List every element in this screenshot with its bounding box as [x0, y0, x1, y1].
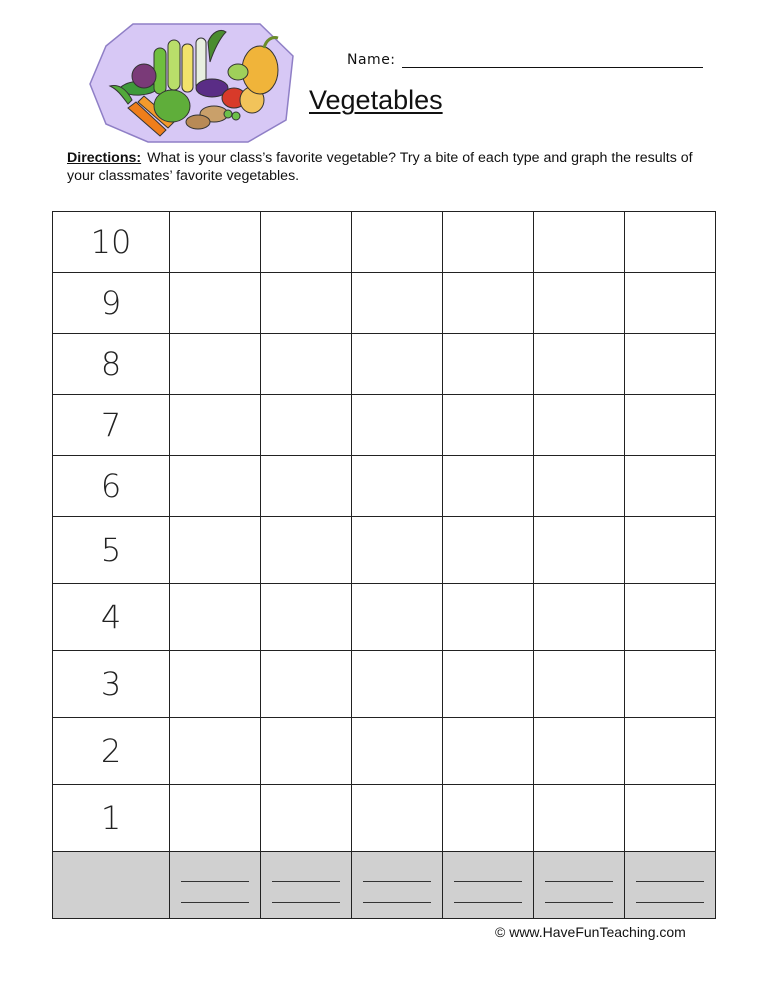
graph-row	[53, 212, 716, 273]
graph-cell[interactable]	[352, 273, 443, 334]
copyright: © www.HaveFunTeaching.com	[495, 924, 686, 940]
graph-cell[interactable]	[170, 456, 261, 517]
graph-cell[interactable]	[443, 456, 534, 517]
graph-cell[interactable]	[352, 212, 443, 273]
graph-cell[interactable]	[534, 651, 625, 718]
graph-cell[interactable]	[443, 718, 534, 785]
graph-cell[interactable]	[534, 395, 625, 456]
graph-cell[interactable]	[534, 785, 625, 852]
graph-cell[interactable]	[261, 456, 352, 517]
graph-cell[interactable]	[534, 212, 625, 273]
graph-cell[interactable]	[625, 212, 716, 273]
graph-cell[interactable]	[261, 584, 352, 651]
graph-cell[interactable]	[261, 517, 352, 584]
graph-cell[interactable]	[625, 584, 716, 651]
label-blank-line[interactable]	[363, 868, 431, 882]
vegetable-label-cell[interactable]	[352, 852, 443, 919]
axis-number-label: 1	[53, 785, 170, 852]
graph-row	[53, 584, 716, 651]
graph-cell[interactable]	[625, 395, 716, 456]
graph-row	[53, 273, 716, 334]
label-blank-line[interactable]	[454, 868, 522, 882]
directions-text: What is your class’s favorite vegetable? Try a bite of each type and graph the results of your classmates’ favorite vegetables.	[67, 150, 693, 184]
graph-cell[interactable]	[534, 334, 625, 395]
label-blank-line[interactable]	[181, 889, 249, 903]
name-field[interactable]	[347, 44, 703, 68]
graph-cell[interactable]	[625, 517, 716, 584]
graph-cell[interactable]	[443, 517, 534, 584]
graph-row	[53, 517, 716, 584]
graph-cell[interactable]	[625, 456, 716, 517]
vegetable-label-cell[interactable]	[443, 852, 534, 919]
graph-grid	[52, 211, 716, 919]
axis-number-label: 4	[53, 584, 170, 651]
graph-cell[interactable]	[443, 785, 534, 852]
graph-cell[interactable]	[170, 212, 261, 273]
graph-cell[interactable]	[352, 785, 443, 852]
graph-cell[interactable]	[443, 651, 534, 718]
label-blank-line[interactable]	[636, 868, 704, 882]
graph-cell[interactable]	[625, 785, 716, 852]
graph-row	[53, 718, 716, 785]
graph-cell[interactable]	[443, 334, 534, 395]
graph-cell[interactable]	[443, 212, 534, 273]
graph-cell[interactable]	[170, 334, 261, 395]
label-blank-line[interactable]	[272, 868, 340, 882]
graph-cell[interactable]	[534, 273, 625, 334]
label-blank-line[interactable]	[636, 889, 704, 903]
graph-cell[interactable]	[261, 395, 352, 456]
vegetable-label-cell[interactable]	[261, 852, 352, 919]
graph-cell[interactable]	[534, 718, 625, 785]
label-blank-line[interactable]	[545, 868, 613, 882]
label-blank-line[interactable]	[454, 889, 522, 903]
axis-number-label: 7	[53, 395, 170, 456]
name-label: Name:	[347, 52, 396, 68]
graph-cell[interactable]	[534, 517, 625, 584]
label-blank-line[interactable]	[545, 889, 613, 903]
graph-cell[interactable]	[170, 584, 261, 651]
axis-number-label: 6	[53, 456, 170, 517]
axis-number-label: 10	[53, 212, 170, 273]
graph-row	[53, 334, 716, 395]
axis-number-label: 8	[53, 334, 170, 395]
graph-cell[interactable]	[261, 785, 352, 852]
graph-cell[interactable]	[170, 517, 261, 584]
graph-cell[interactable]	[170, 651, 261, 718]
graph-cell[interactable]	[352, 395, 443, 456]
axis-number-label: 9	[53, 273, 170, 334]
graph-cell[interactable]	[443, 395, 534, 456]
axis-number-label: 3	[53, 651, 170, 718]
graph-cell[interactable]	[261, 334, 352, 395]
graph-cell[interactable]	[534, 584, 625, 651]
axis-number-label: 2	[53, 718, 170, 785]
vegetable-label-cell[interactable]	[170, 852, 261, 919]
axis-number-label: 5	[53, 517, 170, 584]
graph-cell[interactable]	[625, 718, 716, 785]
graph-cell[interactable]	[170, 785, 261, 852]
graph-cell[interactable]	[534, 456, 625, 517]
graph-cell[interactable]	[170, 718, 261, 785]
directions-label: Directions:	[67, 150, 142, 166]
vegetable-label-cell[interactable]	[534, 852, 625, 919]
vegetable-label-cell[interactable]	[625, 852, 716, 919]
graph-cell[interactable]	[625, 651, 716, 718]
graph-cell[interactable]	[625, 334, 716, 395]
graph-cell[interactable]	[170, 273, 261, 334]
graph-cell[interactable]	[352, 584, 443, 651]
graph-row	[53, 456, 716, 517]
graph-cell[interactable]	[625, 273, 716, 334]
graph-cell[interactable]	[352, 718, 443, 785]
graph-cell[interactable]	[352, 456, 443, 517]
graph-cell[interactable]	[352, 517, 443, 584]
page-title: Vegetables	[309, 85, 443, 115]
directions	[67, 150, 707, 185]
vegetable-basket-icon	[88, 18, 298, 146]
label-blank-line[interactable]	[272, 889, 340, 903]
graph-row	[53, 651, 716, 718]
graph-cell[interactable]	[352, 651, 443, 718]
graph-row	[53, 785, 716, 852]
graph-cell[interactable]	[261, 651, 352, 718]
graph-cell[interactable]	[261, 718, 352, 785]
name-line[interactable]	[402, 53, 703, 68]
graph-row	[53, 395, 716, 456]
graph-cell[interactable]	[170, 395, 261, 456]
label-blank-line[interactable]	[363, 889, 431, 903]
label-row-corner	[53, 852, 170, 919]
vegetable-label-row	[53, 852, 716, 919]
graph-cell[interactable]	[261, 212, 352, 273]
graph-cell[interactable]	[352, 334, 443, 395]
graph-cell[interactable]	[443, 273, 534, 334]
graph-cell[interactable]	[261, 273, 352, 334]
label-blank-line[interactable]	[181, 868, 249, 882]
graph-cell[interactable]	[443, 584, 534, 651]
